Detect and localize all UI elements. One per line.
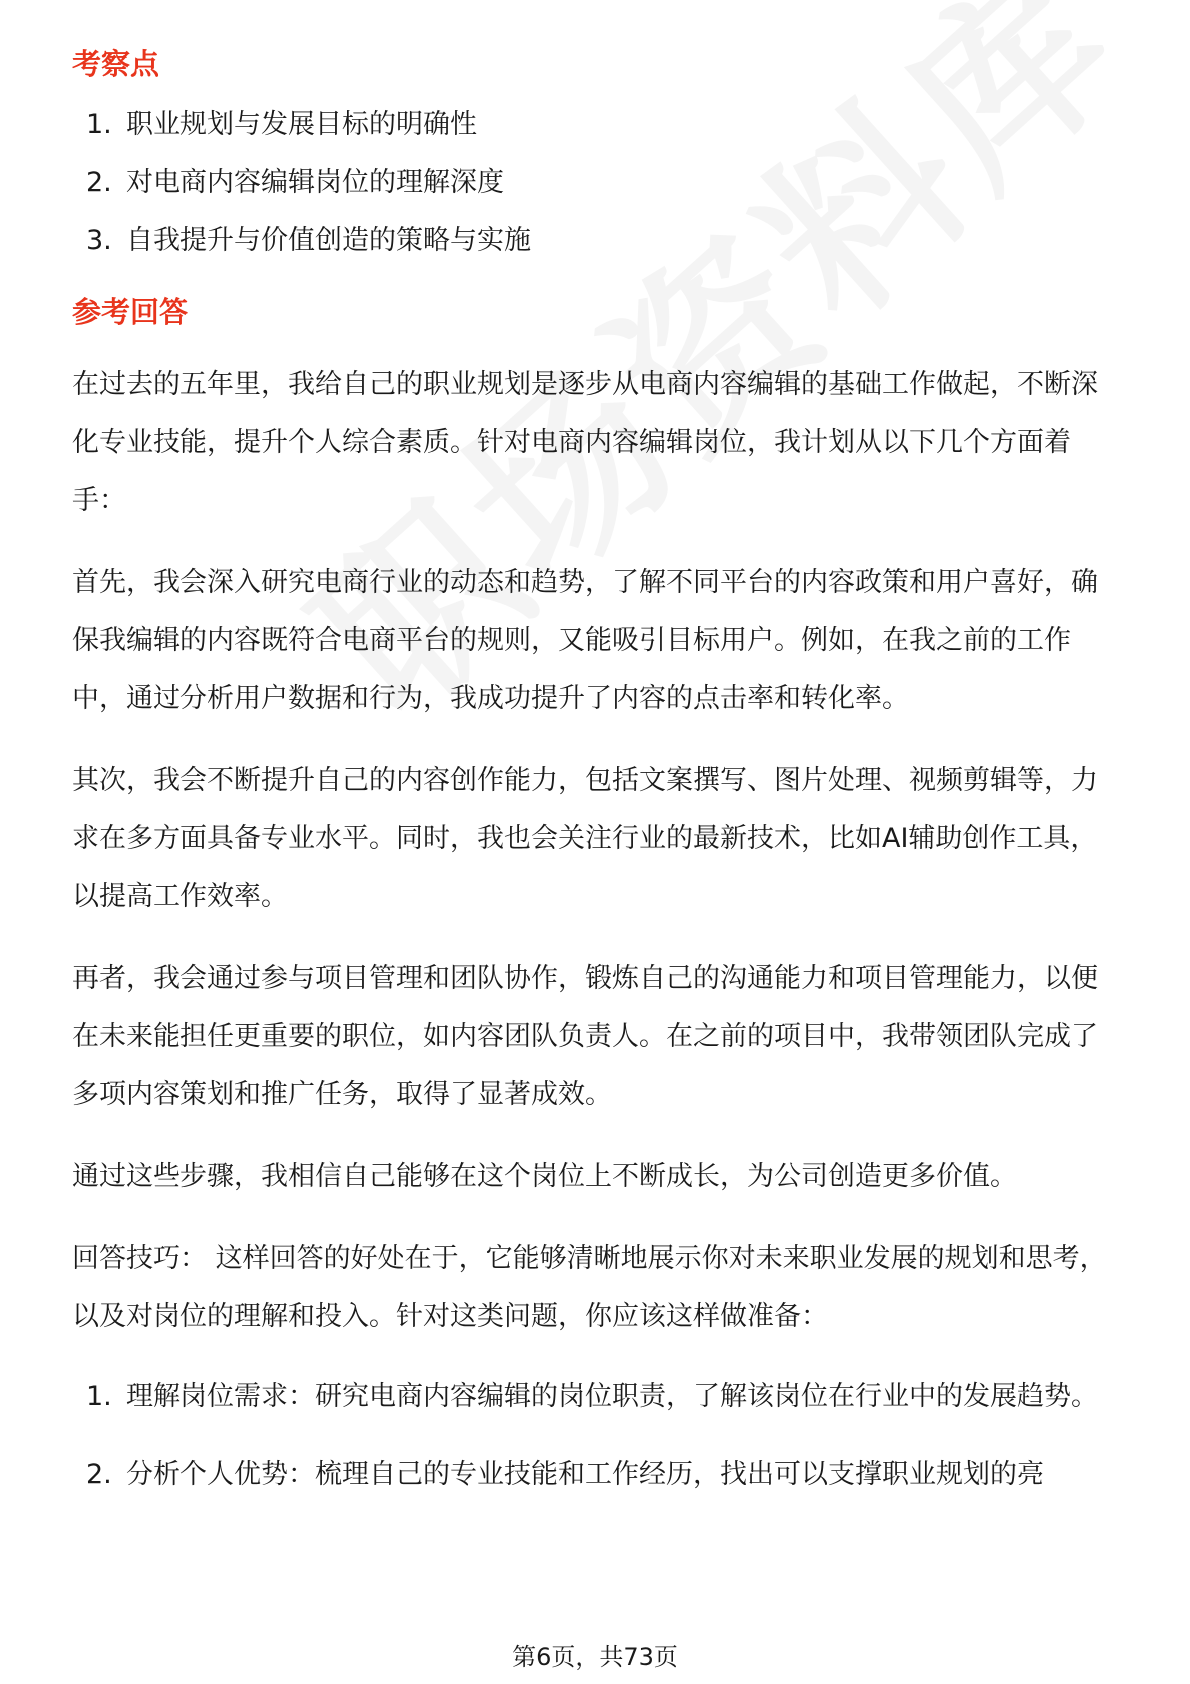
answer-paragraph: 再者，我会通过参与项目管理和团队协作，锻炼自己的沟通能力和项目管理能力，以便在未来能担任更重要的职位，如内容团队负责人。在之前的项目中，我带领团队完成了多项内容策划和推广任务，取得了显著成效。 — [72, 963, 1098, 1110]
exam-points-heading: 考察点 — [72, 47, 160, 81]
list-text: 分析个人优势：梳理自己的专业技能和工作经历，找出可以支撑职业规划的亮 — [126, 1459, 1044, 1490]
page-footer: 第6页，共73页 — [512, 1643, 678, 1671]
list-item — [72, 212, 1122, 270]
tips-list — [72, 1368, 1122, 1504]
reference-answer-heading: 参考回答 — [72, 295, 189, 329]
answer-paragraph: 在过去的五年里，我给自己的职业规划是逐步从电商内容编辑的基础工作做起，不断深化专业技能，提升个人综合素质。针对电商内容编辑岗位，我计划从以下几个方面着手： — [72, 369, 1098, 516]
answer-paragraph: 通过这些步骤，我相信自己能够在这个岗位上不断成长，为公司创造更多价值。 — [72, 1161, 1017, 1192]
document-body — [72, 44, 1122, 1504]
list-number: 2. — [86, 1459, 112, 1490]
list-text: 理解岗位需求：研究电商内容编辑的岗位职责，了解该岗位在行业中的发展趋势。 — [126, 1381, 1098, 1412]
list-text: 职业规划与发展目标的明确性 — [126, 109, 477, 140]
answer-paragraph: 首先，我会深入研究电商行业的动态和趋势，了解不同平台的内容政策和用户喜好，确保我编辑的内容既符合电商平台的规则，又能吸引目标用户。例如，在我之前的工作中，通过分析用户数据和行为，我成功提升了内容的点击率和转化率。 — [72, 567, 1098, 714]
list-item — [72, 1368, 1122, 1426]
list-number: 1. — [86, 1381, 112, 1412]
list-item — [72, 96, 1122, 154]
list-text: 对电商内容编辑岗位的理解深度 — [126, 167, 504, 198]
list-item — [72, 1446, 1122, 1504]
exam-points-list — [72, 96, 1122, 270]
list-text: 自我提升与价值创造的策略与实施 — [126, 225, 531, 256]
answer-paragraph: 其次，我会不断提升自己的内容创作能力，包括文案撰写、图片处理、视频剪辑等，力求在多方面具备专业水平。同时，我也会关注行业的最新技术，比如AI辅助创作工具，以提高工作效率。 — [72, 765, 1098, 912]
list-number: 2. — [86, 167, 112, 198]
answer-tips-intro: 回答技巧： 这样回答的好处在于，它能够清晰地展示你对未来职业发展的规划和思考，以及对岗位的理解和投入。针对这类问题，你应该这样做准备： — [72, 1243, 1107, 1332]
list-number: 3. — [86, 225, 112, 256]
list-number: 1. — [86, 109, 112, 140]
list-item — [72, 154, 1122, 212]
